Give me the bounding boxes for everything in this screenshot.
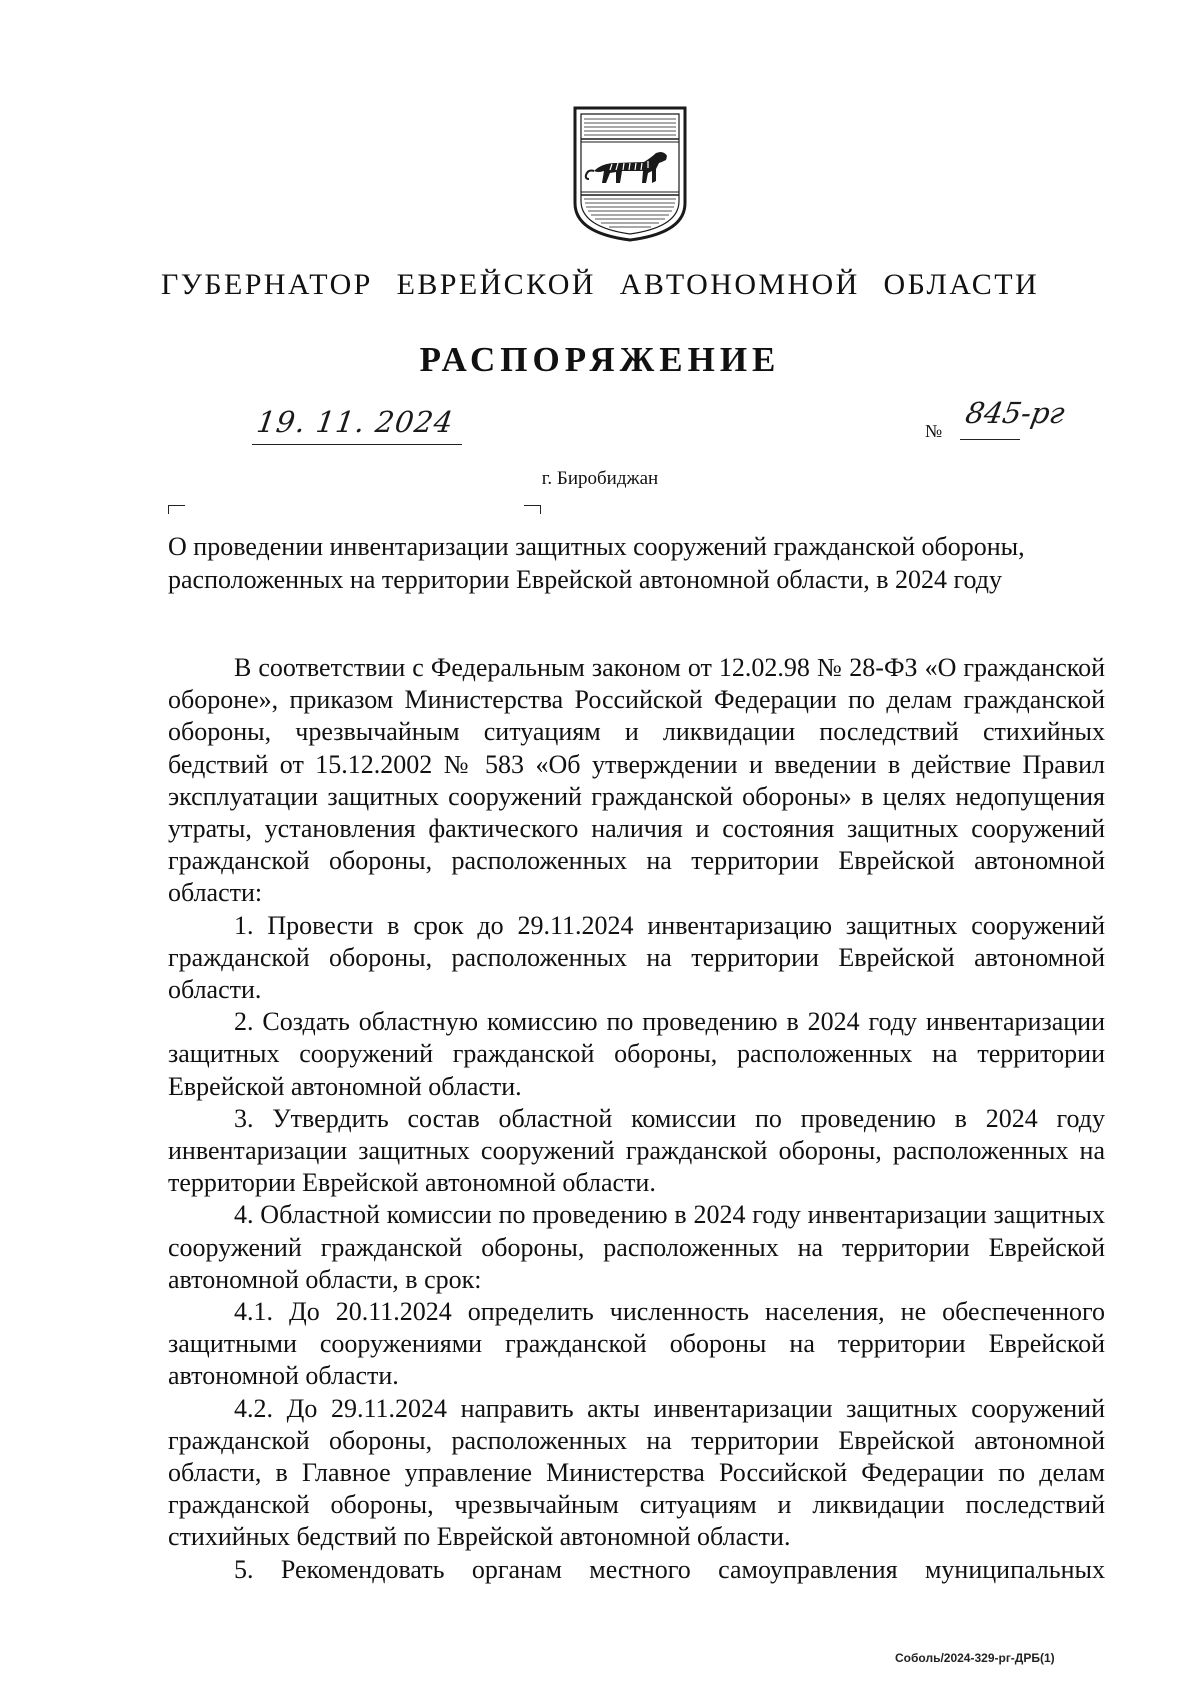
- subject-line-2: расположенных на территории Еврейской автономной области, в 2024 году: [168, 565, 1003, 594]
- title-bracket-right: [524, 505, 541, 514]
- item-1-paragraph: 1. Провести в срок до 29.11.2024 инвентаризацию защитных сооружений гражданской обороны, расположенных на территории Еврейской автономной области.: [168, 910, 1105, 1005]
- item-3-paragraph: 3. Утвердить состав областной комиссии по проведению в 2024 году инвентаризации защитных сооружений гражданской обороны, расположенных на территории Еврейской автономной области.: [168, 1103, 1105, 1198]
- number-underline: [960, 439, 1020, 440]
- item-5-paragraph: 5. Рекомендовать органам местного самоуправления муниципальных: [234, 1554, 1105, 1584]
- number-field: [960, 396, 1070, 440]
- city-label: г. Биробиджан: [541, 468, 659, 489]
- document-type-title: РАСПОРЯЖЕНИЕ: [419, 340, 781, 379]
- tiger-coat-of-arms-icon: [572, 105, 688, 243]
- document-code: Соболь/2024-329-рг-ДРБ(1): [895, 1651, 1055, 1665]
- number-sign: №: [925, 421, 943, 441]
- document-body: [168, 652, 1105, 1586]
- authority-title: ГУБЕРНАТОР ЕВРЕЙСКОЙ АВТОНОМНОЙ ОБЛАСТИ: [160, 268, 1040, 301]
- item-4-paragraph: 4. Областной комиссии по проведению в 2024 году инвентаризации защитных сооружений гражданской обороны, расположенных на территории Еврейской автономной области, в срок:: [168, 1200, 1105, 1294]
- subject-line-1: О проведении инвентаризации защитных сооружений гражданской обороны,: [168, 532, 1025, 561]
- title-bracket-left: [168, 505, 185, 514]
- date-field: [252, 405, 462, 445]
- document-subject: [168, 530, 1105, 596]
- preamble-paragraph: В соответствии с Федеральным законом от 12.02.98 № 28-ФЗ «О гражданской обороне», приказом Министерства Российской Федерации по делам гражданской обороны, чрезвычайным ситуациям и ликвидации последствий стихийных бедствий от 15.12.2002 № 583 «Об утверждении и введении в действие Правил эксплуатации защитных сооружений гражданской обороны» в целях недопущения утраты, установления фактического наличия и состояния защитных сооружений гражданской обороны, расположенных на территории Еврейской автономной области:: [168, 653, 1105, 908]
- item-4-1-paragraph: 4.1. До 20.11.2024 определить численность населения, не обеспеченного защитными сооружениями гражданской обороны на территории Еврейской автономной области.: [168, 1297, 1105, 1391]
- handwritten-date: 19. 11. 2024: [254, 405, 456, 439]
- date-underline: [252, 444, 462, 445]
- item-4-2-paragraph: 4.2. До 29.11.2024 направить акты инвентаризации защитных сооружений гражданской обороны, расположенных на территории Еврейской автономной области, в Главное управление Министерства Российской Федерации по делам гражданской обороны, чрезвычайным ситуациям и ликвидации последствий стихийных бедствий по Еврейской автономной области.: [168, 1393, 1105, 1552]
- handwritten-number: 845-рг: [963, 396, 1068, 430]
- item-2-paragraph: 2. Создать областную комиссию по проведению в 2024 году инвентаризации защитных сооружений гражданской обороны, расположенных на территории Еврейской автономной области.: [168, 1007, 1105, 1101]
